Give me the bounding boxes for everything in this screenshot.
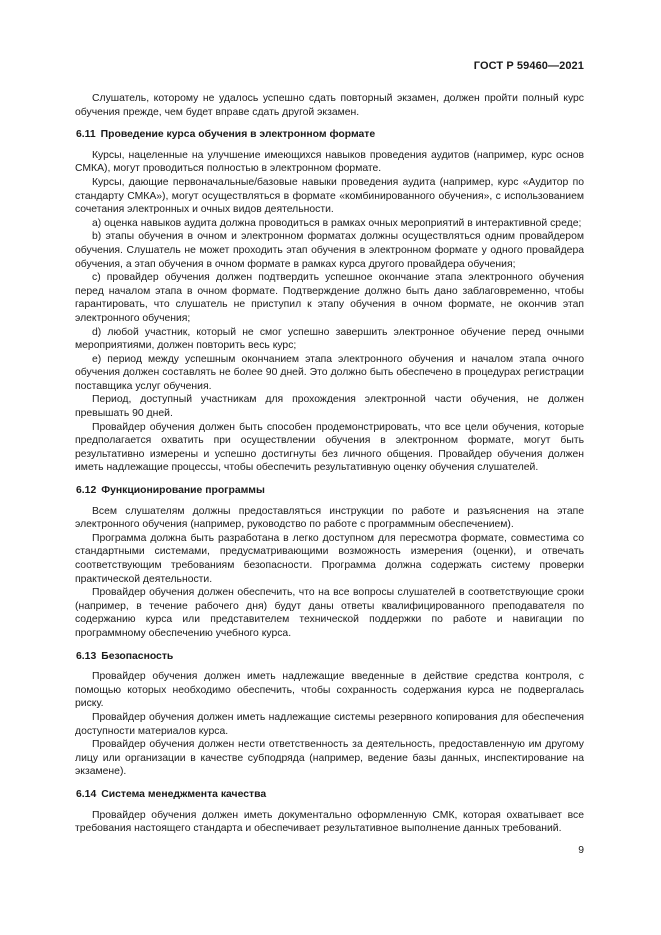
section-title: Безопасность <box>101 650 174 662</box>
paragraph: Провайдер обучения должен быть способен продемонстрировать, что все цели обучения, которые предполагается охватить при осуществлении обучения в электронном формате, могут быть результативно измерены и успешно достигнуты без личного общения. Провайдер обучения должен иметь надлежащие процессы, чтобы обеспечить результативную оценку обучения слушателей. <box>75 421 584 474</box>
section-title: Функционирование программы <box>101 485 265 497</box>
paragraph: Период, доступный участникам для прохождения электронной части обучения, не должен превышать 90 дней. <box>75 394 584 420</box>
section-number: 6.14 <box>76 788 97 800</box>
paragraph: Провайдер обучения должен обеспечить, что на все вопросы слушателей в соответствующие сроки (например, в течение рабочего дня) будут даны ответы квалифицированного преподавателя по содержанию курса или представителем технической поддержки по работе и навигации по программному обеспечению учебного курса. <box>75 587 584 639</box>
section-title: Система менеджмента качества <box>101 788 267 800</box>
section-title: Проведение курса обучения в электронном формате <box>100 129 376 141</box>
list-item-b: b) этапы обучения в очном и электронном форматах должны осуществляться одним провайдером обучения. Слушатель не может проходить этап обучения в электронном формате у одного провайдера обучения, а этап обучения в очном формате в рамках курса другого провайдера обучения; <box>75 231 584 270</box>
paragraph: Всем слушателям должны предоставляться инструкции по работе и разъяснения на этапе электронного обучения (например, руководство по работе с программным обеспечением). <box>75 505 584 531</box>
paragraph: Провайдер обучения должен иметь надлежащие введенные в действие средства контроля, с помощью которых необходимо обеспечить, чтобы сохранность содержания курса не подвергалась риску. <box>75 671 584 710</box>
section-heading-6-12 <box>75 484 584 498</box>
paragraph: Курсы, дающие первоначальные/базовые навыки проведения аудита (например, курс «Аудитор по стандарту СМКА»), могут осуществляться в формате «комбинированного обучения», с использованием сочетания электронных и очных видов деятельности. <box>75 176 584 216</box>
section-number: 6.12 <box>76 485 97 497</box>
section-number: 6.11 <box>76 129 96 141</box>
list-item-a: а) оценка навыков аудита должна проводиться в рамках очных мероприятий в интерактивной среде; <box>92 217 582 229</box>
list-item-c: с) провайдер обучения должен подтвердить успешное окончание этапа электронного обучения перед началом этапа в очном формате. Подтверждение должно быть дано заблаговременно, чтобы гарантировать, что слушатель не приступил к этапу обучения в очном формате, не окончив этап электронного обучения; <box>75 272 584 324</box>
paragraph: Провайдер обучения должен иметь надлежащие системы резервного копирования для обеспечения доступности материалов курса. <box>75 711 584 737</box>
section-heading-6-14 <box>75 788 584 802</box>
list-item-e: е) период между успешным окончанием этапа электронного обучения и началом этапа очного обучения должен составлять не более 90 дней. Это должно быть обеспечено в процедурах регистрации поставщика услуг обучения. <box>75 353 584 392</box>
document-body <box>75 92 584 836</box>
standard-designation: ГОСТ Р 59460—2021 <box>473 60 584 72</box>
paragraph-intro: Слушатель, которому не удалось успешно сдать повторный экзамен, должен пройти полный курс обучения прежде, чем будет вправе сдать другой экзамен. <box>75 93 584 118</box>
paragraph: Провайдер обучения должен нести ответственность за деятельность, предоставленную им другому лицу или организации в качестве субподряда (например, ведение базы данных, инспектирование на экзамене). <box>75 739 584 778</box>
paragraph: Программа должна быть разработана в легко доступном для пересмотра формате, совместима со стандартными системами, предусматривающими возможность измерения (оценки), и отвечать соответствующим требованиям безопасности. Программа должна содержать систему проверки практической деятельности. <box>75 532 584 585</box>
page-number: 9 <box>578 845 584 856</box>
paragraph: Курсы, нацеленные на улучшение имеющихся навыков проведения аудитов (например, курс основ СМКА), могут проводиться полностью в электронном формате. <box>75 149 584 175</box>
paragraph: Провайдер обучения должен иметь документально оформленную СМК, которая охватывает все требования настоящего стандарта и обеспечивает результативное выполнение данных требований. <box>75 809 584 835</box>
list-item-d: d) любой участник, который не смог успешно завершить электронное обучение перед очными мероприятиями, должен повторить весь курс; <box>75 326 584 352</box>
section-heading-6-11 <box>75 128 584 142</box>
section-heading-6-13 <box>75 650 584 664</box>
section-number: 6.13 <box>76 650 97 662</box>
